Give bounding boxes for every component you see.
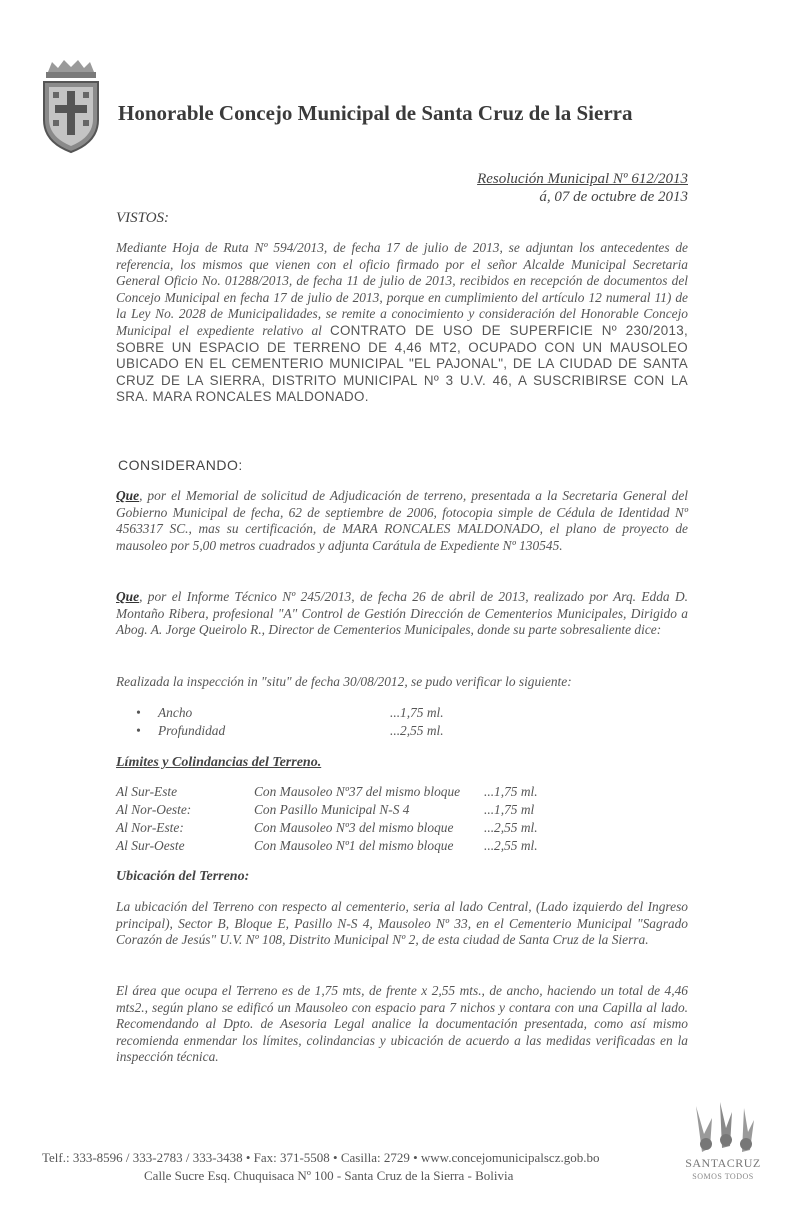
inspection-intro: Realizada la inspección in "situ" de fecha 30/08/2012, se pudo verificar lo siguiente: — [116, 674, 572, 689]
limit-description: Con Mausoleo Nº3 del mismo bloque — [254, 820, 454, 835]
location-paragraph-1: La ubicación del Terreno con respecto al cementerio, seria al lado Central, (Lado izquierdo del Ingreso principal), Sector B, Bloque E, Pasillo N-S 4, Mausoleo Nº 33, en el Cementerio Municipal "Sagrado Corazón de Jesús" U.V. Nº 108, Distrito Municipal Nº 2, de esta ciudad de Santa Cruz de la Sierra. — [116, 899, 688, 948]
resolution-block — [477, 170, 688, 206]
considerando-paragraph-2 — [116, 589, 688, 639]
considerando-heading: CONSIDERANDO: — [118, 457, 243, 473]
measure-label: Ancho — [158, 705, 193, 720]
location-heading: Ubicación del Terreno: — [116, 869, 250, 884]
considerando-text-2: , por el Informe Técnico Nº 245/2013, de fecha 26 de abril de 2013, realizado por Arq. Edda D. Montaño Ribera, profesional "A" Control de Gestión Dirección de Cementerios Municipales, Dirigido a Abog. A. Jorge Queirolo R., Director de Cementerios Municipales, donde su parte sobresaliente dice: — [116, 589, 688, 638]
que-lead-1: Que — [116, 488, 140, 503]
limit-value: ...2,55 ml. — [484, 820, 538, 835]
location-paragraph-2: El área que ocupa el Terreno es de 1,75 mts, de frente x 2,55 mts., de ancho, haciendo un total de 4,46 mts2., según plano se edificó un Mausoleo con espacio para 7 nichos y contara con una Capilla al lado. Recomendando al Dpto. de Asesoria Legal analice la documentación presentada, como así mismo recomienda enmendar los límites, colindancias y ubicación de acuerdo a las medidas verificadas en la inspección técnica. — [116, 983, 688, 1065]
measure-label: Profundidad — [158, 723, 226, 738]
organization-title: Honorable Concejo Municipal de Santa Cruz de la Sierra — [118, 101, 633, 125]
limit-row — [116, 820, 576, 836]
limit-value: ...1,75 ml — [484, 802, 535, 817]
measure-item — [136, 723, 444, 739]
footer-contact: Telf.: 333-8596 / 333-2783 / 333-3438 • Fax: 371-5508 • Casilla: 2729 • www.concejomunicipalscz.gob.bo — [42, 1150, 600, 1165]
bullet-icon: • — [136, 723, 141, 738]
limit-row — [116, 784, 576, 800]
limit-value: ...2,55 ml. — [484, 838, 538, 853]
coat-of-arms-icon — [38, 58, 104, 154]
vistos-paragraph — [116, 240, 688, 406]
footer-address: Calle Sucre Esq. Chuquisaca Nº 100 - Santa Cruz de la Sierra - Bolivia — [144, 1168, 514, 1183]
considerando-paragraph-1 — [116, 488, 688, 554]
limit-row — [116, 838, 576, 854]
limit-side: Al Sur-Este — [116, 784, 178, 799]
vistos-text: Mediante Hoja de Ruta Nº 594/2013, de fecha 17 de julio de 2013, se adjuntan los antecedentes de referencia, los mismos que vienen con el oficio firmado por el señor Alcalde Municipal Secretaria General Oficio No. 01288/2013, de fecha 11 de julio de 2013, recibidos en recepción de documentos del Concejo Municipal en fecha 17 de julio de 2013, porque en cumplimiento del artículo 12 numeral 11) de la Ley No. 2028 de Municipalidades, se remite a conocimiento y consideración del Honorable Concejo Municipal el expediente relativo al — [116, 240, 688, 338]
vistos-heading: VISTOS: — [116, 210, 170, 226]
measure-item — [136, 705, 444, 721]
limit-value: ...1,75 ml. — [484, 784, 538, 799]
limit-description: Con Pasillo Municipal N-S 4 — [254, 802, 410, 817]
considerando-text-1: , por el Memorial de solicitud de Adjudicación de terreno, presentada a la Secretaria General del Gobierno Municipal de fecha, 62 de septiembre de 2006, fotocopia simple de Cédula de Identidad Nº 4563317 SC., mas su certificación, de MARA RONCALES MALDONADO, el plano de proyecto de mausoleo por 5,00 metros cuadrados y adjunta Carátula de Expediente Nº 130545. — [116, 488, 688, 553]
measure-value: ...2,55 ml. — [390, 723, 444, 738]
limit-side: Al Nor-Oeste: — [116, 802, 192, 817]
measure-value: ...1,75 ml. — [390, 705, 444, 720]
limit-description: Con Mausoleo Nº1 del mismo bloque — [254, 838, 454, 853]
limit-description: Con Mausoleo Nº37 del mismo bloque — [254, 784, 461, 799]
resolution-number: Resolución Municipal Nº 612/2013 — [477, 171, 688, 187]
logo-text: SANTACRUZ — [685, 1156, 761, 1170]
limit-row — [116, 802, 576, 818]
limit-side: Al Nor-Este: — [116, 820, 184, 835]
vistos-contract-text: CONTRATO DE USO DE SUPERFICIE Nº 230/2013, SOBRE UN ESPACIO DE TERRENO DE 4,46 MT2, OCUPADO CON UN MAUSOLEO UBICADO EN EL CEMENTERIO MUNICIPAL "EL PAJONAL", DE LA CIUDAD DE SANTA CRUZ DE LA SIERRA, DISTRITO MUNICIPAL Nº 3 U.V. 46, A SUSCRIBIRSE CON LA SRA. MARA RONCALES MALDONADO. — [116, 322, 688, 405]
logo-subtext: SOMOS TODOS — [692, 1172, 754, 1181]
bullet-icon: • — [136, 705, 141, 720]
limits-heading: Límites y Colindancias del Terreno. — [116, 755, 322, 770]
limit-side: Al Sur-Oeste — [116, 838, 185, 853]
resolution-date: á, 07 de octubre de 2013 — [539, 189, 688, 205]
que-lead-2: Que — [116, 589, 140, 604]
